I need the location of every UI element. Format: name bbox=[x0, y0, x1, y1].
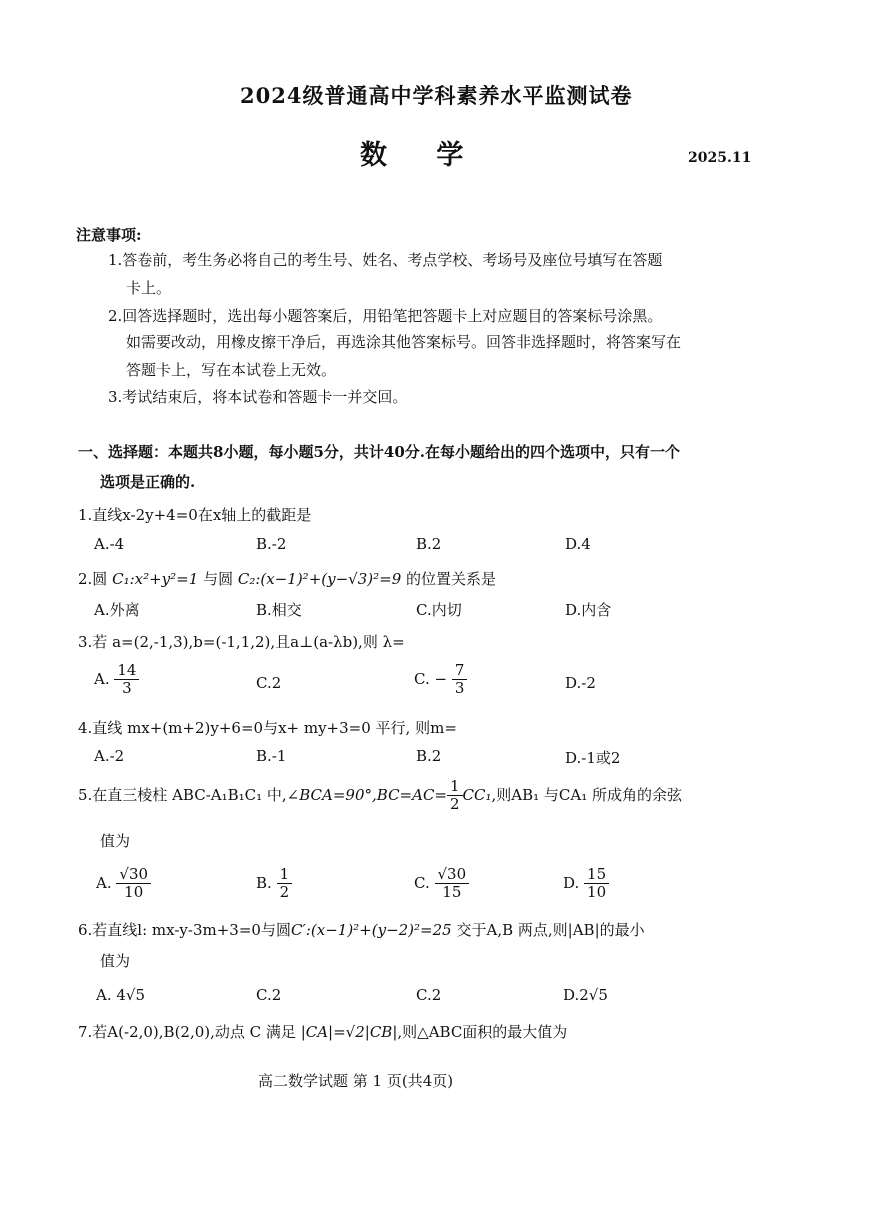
q6-circle: C′:(x−1)²+(y−2)²=25 bbox=[290, 921, 452, 939]
q6-option-c: C.2 bbox=[416, 986, 442, 1004]
notice-line: 卡上。 bbox=[126, 279, 172, 297]
q1-option-d: D.4 bbox=[565, 535, 591, 553]
q3-option-a bbox=[94, 662, 139, 698]
q5-option-d-prefix: D. bbox=[563, 873, 580, 892]
fraction-denominator: 3 bbox=[122, 679, 132, 698]
q5-cc1: CC₁ bbox=[462, 785, 492, 804]
fraction-numerator: 15 bbox=[584, 866, 609, 884]
notice-line: 答题卡上，写在本试卷上无效。 bbox=[126, 361, 337, 379]
q3-option-c-prefix: C. − bbox=[414, 669, 448, 688]
q7-stem-start: 7.若A(-2,0),B(2,0),动点 C 满足 bbox=[78, 1023, 296, 1041]
q6-stem-start: 6.若直线l: mx-y-3m+3=0与圆 bbox=[78, 921, 291, 939]
fraction-denominator: 10 bbox=[124, 883, 144, 902]
q5-option-a bbox=[96, 866, 151, 902]
q6-option-d: D.2√5 bbox=[563, 986, 608, 1004]
fraction-numerator: 1 bbox=[447, 778, 463, 796]
q7-stem-end: ,则△ABC面积的最大值为 bbox=[397, 1023, 568, 1041]
notice-line: 如需要改动，用橡皮擦干净后，再选涂其他答案标号。回答非选择题时，将答案写在 bbox=[126, 333, 682, 351]
q5-option-b-prefix: B. bbox=[256, 873, 272, 892]
q4-option-b: B.-1 bbox=[256, 747, 287, 765]
q5-option-a-prefix: A. bbox=[96, 873, 112, 892]
fraction-numerator: 7 bbox=[452, 662, 468, 680]
fraction-denominator: 2 bbox=[450, 795, 460, 814]
exam-title: 2024级普通高中学科素养水平监测试卷 bbox=[240, 83, 633, 108]
notice-line: 2.回答选择题时，选出每小题答案后，用铅笔把答题卡上对应题目的答案标号涂黑。 bbox=[108, 307, 663, 325]
q5-stem-end: ,则AB₁ 与CA₁ 所成角的余弦 bbox=[491, 785, 683, 804]
q2-stem-start: 2.圆 bbox=[78, 570, 108, 588]
q2-option-c: C.内切 bbox=[416, 601, 462, 619]
q3-option-a-prefix: A. bbox=[94, 669, 110, 688]
q5-option-d-fraction bbox=[584, 866, 609, 902]
fraction-denominator: 15 bbox=[442, 883, 462, 902]
fraction-denominator: 2 bbox=[279, 883, 290, 902]
q1-option-c: B.2 bbox=[416, 535, 442, 553]
question-3-stem: 3.若 a=(2,-1,3),b=(-1,1,2),且a⊥(a-λb),则 λ= bbox=[78, 633, 405, 651]
q3-option-c-fraction bbox=[452, 662, 468, 698]
fraction-numerator: 14 bbox=[114, 662, 139, 680]
q5-stem-start: 5.在直三棱柱 ABC-A₁B₁C₁ 中, bbox=[78, 785, 287, 804]
question-4-stem: 4.直线 mx+(m+2)y+6=0与x+ my+3=0 平行, 则m= bbox=[78, 719, 457, 737]
notice-line: 1.答卷前，考生务必将自己的考生号、姓名、考点学校、考场号及座位号填写在答题 bbox=[108, 251, 663, 269]
q6-option-b: C.2 bbox=[256, 986, 282, 1004]
fraction-numerator: √30 bbox=[116, 866, 151, 884]
question-2-stem bbox=[78, 568, 496, 589]
notice-line: 3.考试结束后，将本试卷和答题卡一并交回。 bbox=[108, 388, 408, 406]
q5-option-a-fraction bbox=[116, 866, 151, 902]
q3-option-b: C.2 bbox=[256, 674, 282, 692]
q3-option-d: D.-2 bbox=[565, 674, 596, 692]
question-5-stem-cont: 值为 bbox=[100, 832, 131, 850]
q5-half-fraction bbox=[447, 778, 463, 814]
q5-option-b bbox=[256, 866, 292, 902]
exam-date: 2025.11 bbox=[688, 150, 752, 166]
question-1-stem: 1.直线x-2y+4=0在x轴上的截距是 bbox=[78, 506, 312, 524]
q2-stem-end: 的位置关系是 bbox=[406, 570, 497, 588]
question-7-stem bbox=[78, 1021, 567, 1042]
q5-condition: ∠BCA=90°,BC=AC= bbox=[286, 785, 447, 804]
q1-option-b: B.-2 bbox=[256, 535, 287, 553]
q2-circle-1: C₁:x²+y²=1 bbox=[112, 570, 199, 588]
q3-option-c bbox=[414, 662, 467, 698]
q4-option-a: A.-2 bbox=[94, 747, 125, 765]
q2-stem-mid: 与圆 bbox=[203, 570, 234, 588]
q5-option-d bbox=[563, 866, 609, 902]
question-6-stem-cont: 值为 bbox=[100, 952, 131, 970]
q6-option-a: A. 4√5 bbox=[96, 986, 146, 1004]
q5-option-c-prefix: C. bbox=[414, 873, 430, 892]
q2-option-a: A.外离 bbox=[94, 601, 140, 619]
fraction-denominator: 10 bbox=[587, 883, 607, 902]
section-heading: 一、选择题：本题共8小题，每小题5分，共计40分.在每小题给出的四个选项中，只有一个 bbox=[78, 443, 680, 461]
q2-circle-2: C₂:(x−1)²+(y−√3)²=9 bbox=[237, 570, 402, 588]
fraction-numerator: √30 bbox=[435, 866, 470, 884]
page-footer: 高二数学试题 第 1 页(共4页) bbox=[258, 1072, 454, 1090]
q4-option-c: B.2 bbox=[416, 747, 442, 765]
subject-title: 数 学 bbox=[360, 140, 484, 171]
q2-option-d: D.内含 bbox=[565, 601, 612, 619]
fraction-numerator: 1 bbox=[277, 866, 293, 884]
question-5-stem bbox=[78, 778, 682, 814]
q5-option-b-fraction bbox=[277, 866, 293, 902]
q4-option-d: D.-1或2 bbox=[565, 749, 621, 767]
question-6-stem bbox=[78, 919, 645, 940]
q5-option-c bbox=[414, 866, 469, 902]
section-heading-cont: 选项是正确的. bbox=[100, 473, 196, 491]
q1-option-a: A.-4 bbox=[94, 535, 125, 553]
fraction-denominator: 3 bbox=[454, 679, 465, 698]
notice-heading: 注意事项: bbox=[76, 226, 142, 244]
q5-option-c-fraction bbox=[435, 866, 470, 902]
q2-option-b: B.相交 bbox=[256, 601, 302, 619]
q3-option-a-fraction bbox=[114, 662, 139, 698]
q6-stem-end: 交于A,B 两点,则|AB|的最小 bbox=[456, 921, 645, 939]
q7-condition: |CA|=√2|CB| bbox=[300, 1023, 398, 1041]
